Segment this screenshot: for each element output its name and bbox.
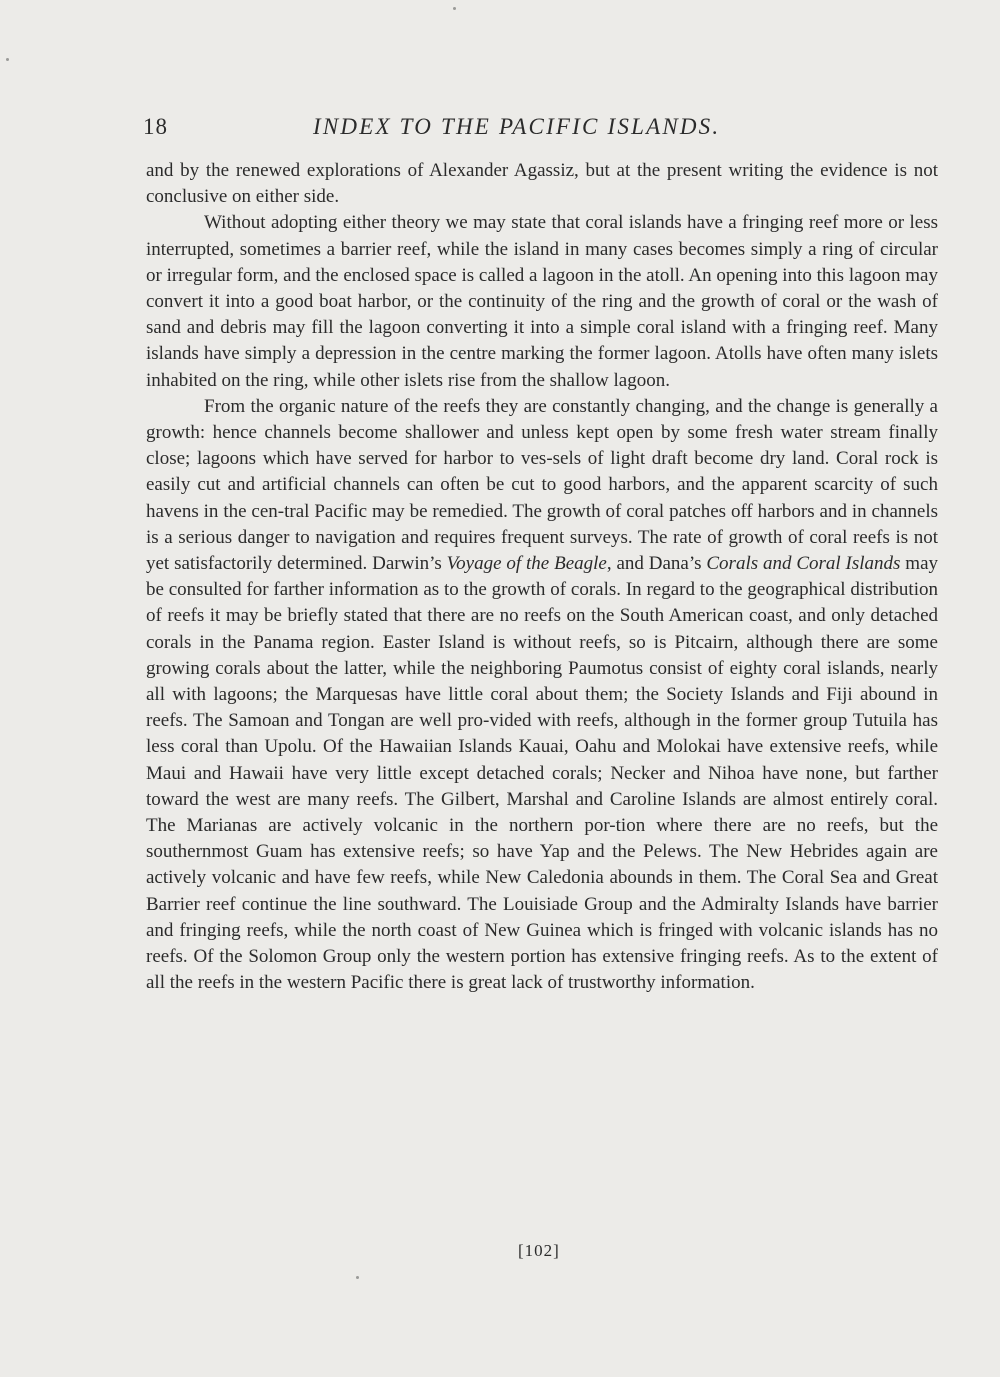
page-number: 18 [143, 114, 168, 139]
running-title: INDEX TO THE PACIFIC ISLANDS. [313, 114, 721, 139]
book-title-italic: Voyage of the Beagle [446, 553, 607, 575]
body-text [146, 158, 938, 997]
page-header [143, 114, 940, 148]
paragraph [146, 210, 938, 393]
paragraph-text: From the organic nature of the reefs they are constantly changing, and the change is generally a growth: hence channels become shallower and unless kept open by some fresh water stream finally close; lagoons which have served for harbor to ves-sels of light draft become dry land. Coral rock is easily cut and artificial channels can often be cut to good harbors, and the apparent scarcity of such havens in the cen-tral Pacific may be remedied. The growth of coral patches off harbors and in channels is a serious danger to navigation and requires frequent surveys. The rate of growth of coral reefs is not yet satisfactorily determined. Darwin’s [146, 395, 938, 575]
paragraph [146, 158, 938, 210]
ink-speck [356, 1276, 359, 1279]
paragraph-text: Without adopting either theory we may state that coral islands have a fringing reef more or less interrupted, sometimes a barrier reef, while the island in many cases becomes simply a ring of circular or irregular form, and the enclosed space is called a lagoon in the atoll. An opening into this lagoon may convert it into a good boat harbor, or the continuity of the ring and the growth of coral or the wash of sand and debris may fill the lagoon converting it into a simple coral island with a fringing reef. Many islands have simply a depression in the centre marking the former lagoon. Atolls have often many islets inhabited on the ring, while other islets rise from the shallow lagoon. [146, 212, 938, 391]
ink-speck [6, 58, 9, 61]
paragraph-text: and by the renewed explorations of Alexander Agassiz, but at the present writing the evidence is not conclusive on either side. [146, 160, 938, 208]
book-title-italic: Corals and Coral Islands [706, 553, 901, 575]
folio-number: [102] [518, 1241, 560, 1260]
ink-speck [453, 7, 456, 10]
paragraph-text: , and Dana’s [606, 553, 707, 575]
paragraph [146, 394, 938, 997]
paragraph-text: may be consulted for farther information as to the growth of corals. In regard to the geographical distribution of reefs it may be briefly stated that there are no reefs on the South American coast, and only detached corals in the Panama region. Easter Island is without reefs, so is Pitcairn, although there are some growing corals about the latter, while the neighboring Paumotus consist of eighty coral islands, nearly all with lagoons; the Marquesas have little coral about them; the Society Islands and Fiji abound in reefs. The Samoan and Tongan are well pro-vided with reefs, although in the former group Tutuila has less coral than Upolu. Of the Hawaiian Islands Kauai, Oahu and Molokai have extensive reefs, while Maui and Hawaii have very little except detached corals; Necker and Nihoa have none, but farther toward the west are many reefs. The Gilbert, Marshal and Caroline Islands are almost entirely coral. The Marianas are actively volcanic in the northern por-tion where there are no reefs, but the southernmost Guam has extensive reefs; so have Yap and the Pelews. The New Hebrides again are actively volcanic and have few reefs, while New Caledonia abounds in them. The Coral Sea and Great Barrier reef continue the line southward. The Louisiade Group and the Admiralty Islands have barrier and fringing reefs, while the north coast of New Guinea which is fringed with volcanic islands has no reefs. Of the Solomon Group only the western portion has extensive fringing reefs. As to the extent of all the reefs in the western Pacific there is great lack of trustworthy information. [146, 553, 939, 994]
